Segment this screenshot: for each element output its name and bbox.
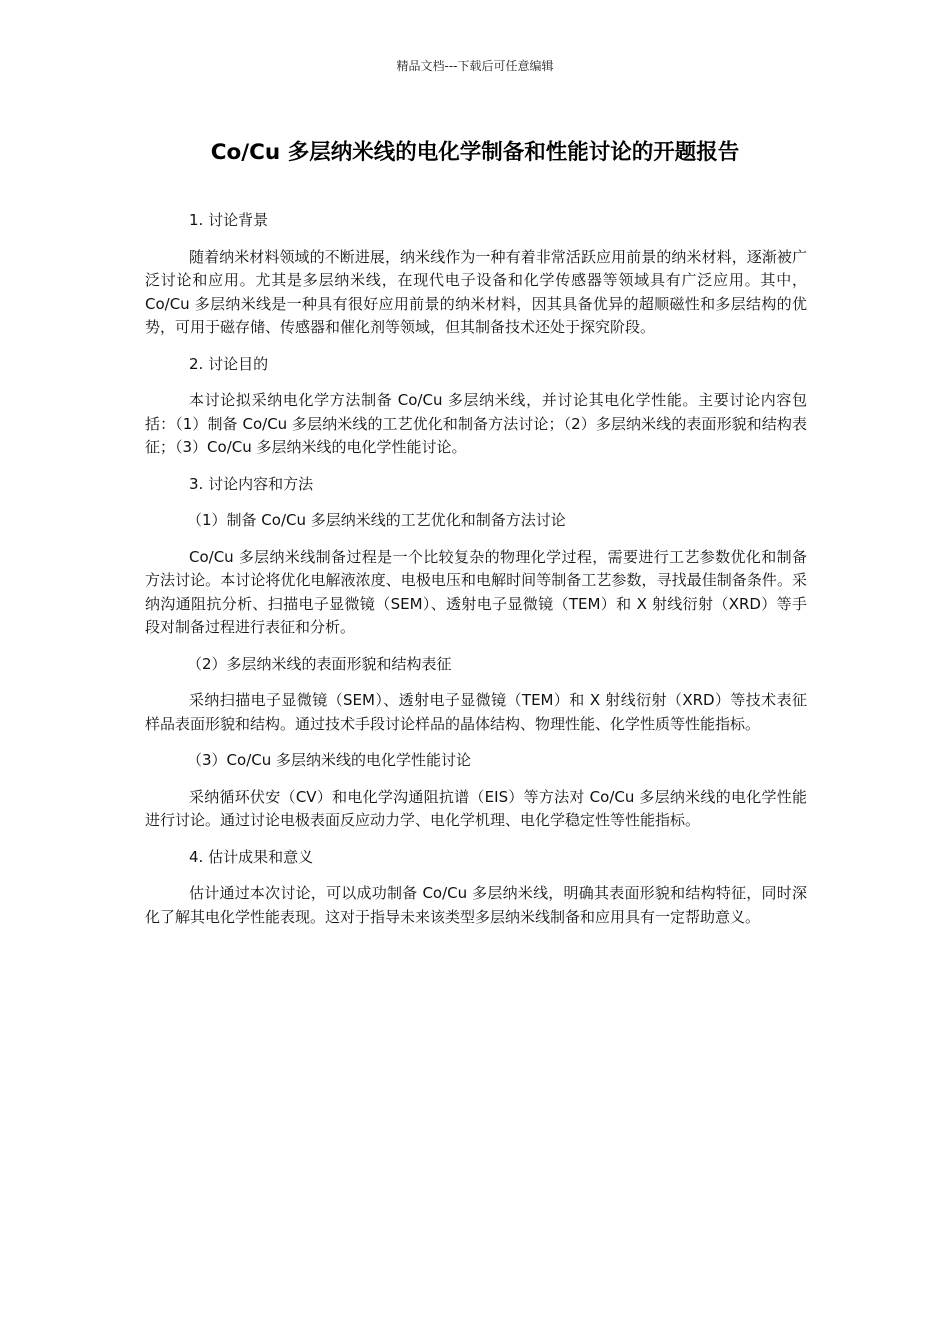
preparation-paragraph: Co/Cu 多层纳米线制备过程是一个比较复杂的物理化学过程，需要进行工艺参数优化和制备方法讨论。本讨论将优化电解液浓度、电极电压和电解时间等制备工艺参数，寻找最佳制备条件。采纳沟通阻抗分析、扫描电子显微镜（SEM）、透射电子显微镜（TEM）和 X 射线衍射（XRD）等手段对制备过程进行表征和分析。 bbox=[145, 547, 807, 636]
expected-results-paragraph: 估计通过本次讨论，可以成功制备 Co/Cu 多层纳米线，明确其表面形貌和结构特征，同时深化了解其电化学性能表现。这对于指导未来该类型多层纳米线制备和应用具有一定帮助意义。 bbox=[145, 884, 807, 926]
subheading-electrochemical: （3）Co/Cu 多层纳米线的电化学性能讨论 bbox=[187, 751, 471, 769]
section-heading-background: 1. 讨论背景 bbox=[189, 211, 269, 229]
objective-paragraph: 本讨论拟采纳电化学方法制备 Co/Cu 多层纳米线，并讨论其电化学性能。主要讨论内容包括：（1）制备 Co/Cu 多层纳米线的工艺优化和制备方法讨论；（2）多层纳米线的表面形貌和结构表征；（3）Co/Cu 多层纳米线的电化学性能讨论。 bbox=[145, 391, 807, 456]
page-header: 精品文档---下载后可任意编辑 bbox=[396, 59, 554, 73]
section-heading-objective: 2. 讨论目的 bbox=[189, 354, 269, 373]
subheading-preparation: （1）制备 Co/Cu 多层纳米线的工艺优化和制备方法讨论 bbox=[187, 511, 566, 529]
background-paragraph: 随着纳米材料领域的不断进展，纳米线作为一种有着非常活跃应用前景的纳米材料，逐渐被广泛讨论和应用。尤其是多层纳米线，在现代电子设备和化学传感器等领域具有广泛应用。其中，Co/Cu 多层纳米线是一种具有很好应用前景的纳米材料，因其具备优异的超顺磁性和多层结构的优势，可用于磁存储、传感器和催化剂等领域，但其制备技术还处于探究阶段。 bbox=[145, 247, 807, 336]
characterization-paragraph: 采纳扫描电子显微镜（SEM）、透射电子显微镜（TEM）和 X 射线衍射（XRD）等技术表征样品表面形貌和结构。通过技术手段讨论样品的晶体结构、物理性能、化学性质等性能指标。 bbox=[145, 691, 807, 733]
section-heading-expected-results: 4. 估计成果和意义 bbox=[189, 847, 314, 866]
subheading-characterization: （2）多层纳米线的表面形貌和结构表征 bbox=[187, 654, 452, 673]
electrochemical-paragraph: 采纳循环伏安（CV）和电化学沟通阻抗谱（EIS）等方法对 Co/Cu 多层纳米线的电化学性能进行讨论。通过讨论电极表面反应动力学、电化学机理、电化学稳定性等性能指标。 bbox=[145, 787, 807, 829]
section-heading-content-methods: 3. 讨论内容和方法 bbox=[189, 474, 314, 493]
document-body bbox=[145, 209, 807, 942]
document-title: Co/Cu 多层纳米线的电化学制备和性能讨论的开题报告 bbox=[210, 140, 740, 165]
